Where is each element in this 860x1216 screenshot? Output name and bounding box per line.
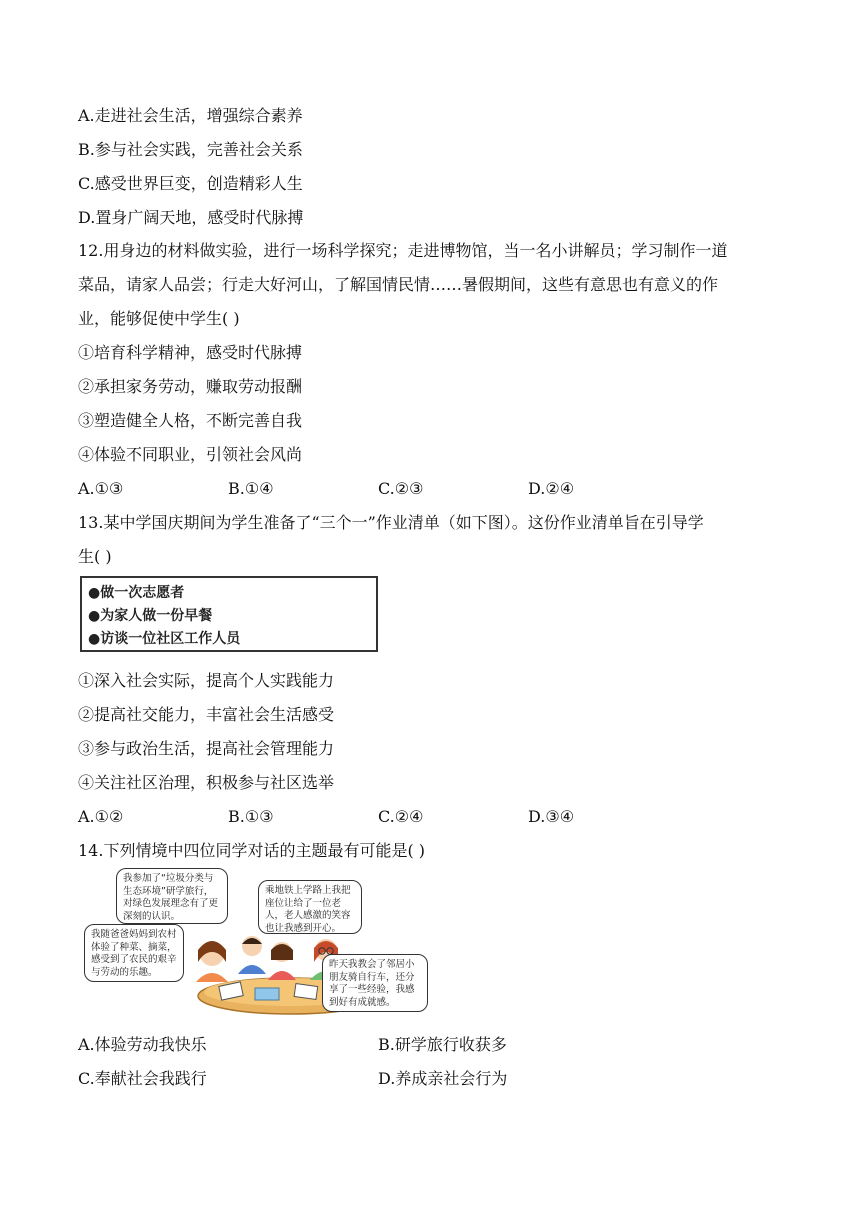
homework-list-item-3: ●访谈一位社区工作人员 bbox=[88, 631, 241, 647]
q13-item-1: ①深入社会实际，提高个人实践能力 bbox=[78, 671, 335, 690]
q13-stem-line-1: 13.某中学国庆期间为学生准备了“三个一”作业清单（如下图）。这份作业清单旨在引导学 bbox=[78, 513, 704, 532]
q12-stem-line-3: 业，能够促使中学生( ) bbox=[78, 309, 240, 328]
q14-choice-b: B.研学旅行收获多 bbox=[378, 1035, 507, 1054]
q12-choice-a: A.①③ bbox=[78, 479, 124, 498]
q13-choice-b: B.①③ bbox=[228, 807, 274, 826]
q13-item-3: ③参与政治生活，提高社会管理能力 bbox=[78, 739, 335, 758]
q12-stem-line-2: 菜品，请家人品尝；行走大好河山，了解国情民情……暑假期间，这些有意思也有意义的作 bbox=[78, 275, 719, 294]
speech-bubble-2: 乘地铁上学路上我把座位让给了一位老人，老人感激的笑容也让我感到开心。 bbox=[258, 880, 362, 934]
q11-option-d: D.置身广阔天地，感受时代脉搏 bbox=[78, 208, 304, 227]
homework-list-box bbox=[80, 576, 378, 652]
homework-list-item-2: ●为家人做一份早餐 bbox=[88, 608, 213, 624]
q13-item-2: ②提高社交能力，丰富社会生活感受 bbox=[78, 705, 335, 724]
q13-stem-line-2: 生( ) bbox=[78, 547, 112, 566]
q12-item-4: ④体验不同职业，引领社会风尚 bbox=[78, 445, 303, 464]
q12-item-3: ③塑造健全人格，不断完善自我 bbox=[78, 411, 303, 430]
q13-item-4: ④关注社区治理，积极参与社区选举 bbox=[78, 773, 335, 792]
q11-option-a: A.走进社会生活，增强综合素养 bbox=[78, 106, 303, 125]
speech-bubble-3: 我随爸爸妈妈到农村体验了种菜、摘菜，感受到了农民的艰辛与劳动的乐趣。 bbox=[84, 924, 184, 982]
q11-option-b: B.参与社会实践，完善社会关系 bbox=[78, 140, 303, 159]
q12-item-1: ①培育科学精神，感受时代脉搏 bbox=[78, 343, 303, 362]
q12-choice-d: D.②④ bbox=[528, 479, 575, 498]
q14-choice-a: A.体验劳动我快乐 bbox=[78, 1035, 207, 1054]
q13-choice-d: D.③④ bbox=[528, 807, 575, 826]
q13-choice-a: A.①② bbox=[78, 807, 124, 826]
q11-option-c: C.感受世界巨变，创造精彩人生 bbox=[78, 174, 303, 193]
q14-choice-d: D.养成亲社会行为 bbox=[378, 1069, 508, 1088]
q12-choice-c: C.②③ bbox=[378, 479, 424, 498]
q14-choice-c: C.奉献社会我践行 bbox=[78, 1069, 207, 1088]
q14-stem: 14.下列情境中四位同学对话的主题最有可能是( ) bbox=[78, 841, 426, 860]
speech-bubble-4: 昨天我教会了邻居小朋友骑自行车，还分享了一些经验，我感到好有成就感。 bbox=[322, 954, 428, 1012]
speech-bubble-1: 我参加了“垃圾分类与生态环境”研学旅行，对绿色发展理念有了更深刻的认识。 bbox=[116, 868, 228, 924]
q12-choice-b: B.①④ bbox=[228, 479, 274, 498]
q12-item-2: ②承担家务劳动，赚取劳动报酬 bbox=[78, 377, 303, 396]
q13-choice-c: C.②④ bbox=[378, 807, 424, 826]
q12-stem-line-1: 12.用身边的材料做实验，进行一场科学探究；走进博物馆，当一名小讲解员；学习制作一道 bbox=[78, 241, 728, 260]
homework-list-item-1: ●做一次志愿者 bbox=[88, 585, 185, 601]
